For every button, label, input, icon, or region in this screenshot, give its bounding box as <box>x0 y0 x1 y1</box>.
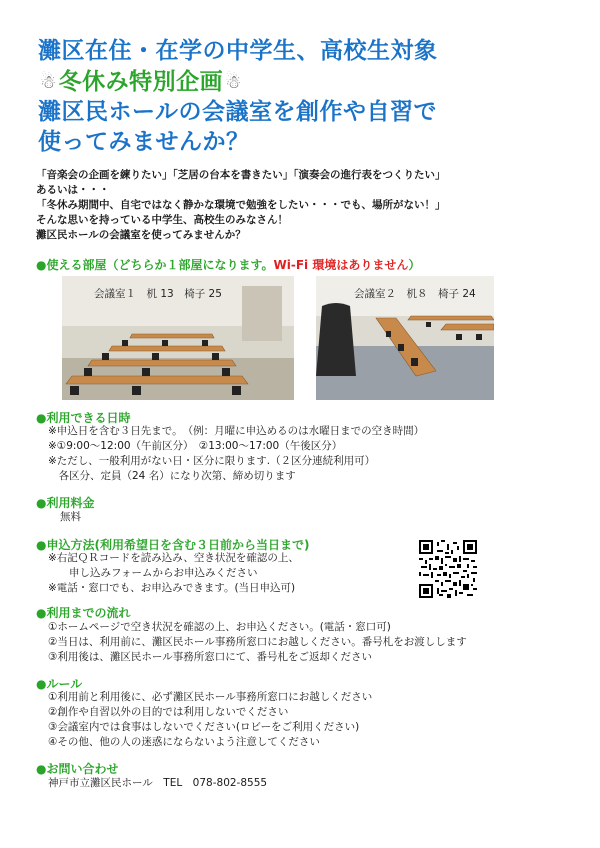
dates-body <box>48 424 424 484</box>
dates-line: ※申込日を含む３日先まで。 （例：月曜に申込めるのは水曜日までの空き時間） <box>48 425 425 437</box>
dates-line: 各区分、定員（24 名）になり次第、締め切ります <box>48 470 296 482</box>
rule-line: ②創作や自習以外の目的では利用しないでください <box>48 706 289 718</box>
rule-line: ③会議室内では食事はしないでください(ロビーをご利用ください) <box>48 721 360 733</box>
fee-heading: ●利用料金 <box>36 496 95 510</box>
flow-body <box>48 620 467 665</box>
title-line-2 <box>38 63 244 96</box>
room1-photo <box>62 276 294 400</box>
apply-body <box>48 551 299 596</box>
rules-heading: ●ルール <box>36 677 83 691</box>
rules-body <box>48 690 372 750</box>
flow-line: ①ホームページで空き状況を確認の上、お申込ください。(電話・窓口可) <box>48 621 391 633</box>
intro-line: 「音楽会の企画を練りたい」「芝居の台本を書きたい」「演奏会の進行表をつくりたい」 <box>36 169 446 181</box>
intro-line: 灘区民ホールの会議室を使ってみませんか？ <box>36 229 246 241</box>
room1-caption: 会議室１ 机 13 椅子 25 <box>94 288 222 300</box>
title-line-1: 灘区在住・在学の中学生、高校生対象 <box>38 38 438 64</box>
room2-caption: 会議室２ 机８ 椅子 24 <box>354 288 476 300</box>
rule-line: ①利用前と利用後に、必ず灘区民ホール事務所窓口にお越しください <box>48 691 373 703</box>
apply-line: ※電話・窓口でも、お申込みできます。(当日申込可) <box>48 582 296 594</box>
intro-line: そんな思いを持っている中学生、高校生のみなさん！ <box>36 214 288 226</box>
contact-heading: ●お問い合わせ <box>36 762 119 776</box>
title-line-2-text: 冬休み特別企画 <box>58 69 224 95</box>
snowman-icon: ☃ <box>225 72 242 93</box>
rooms-heading-end: ） <box>408 258 421 272</box>
rooms-heading <box>36 256 420 273</box>
apply-line: 申し込みフォームからお申込みください <box>48 567 258 579</box>
title-line-3: 灘区民ホールの会議室を創作や自習で <box>38 99 438 125</box>
fee-value: 無料 <box>60 511 81 523</box>
apply-line: ※右記ＱＲコードを読み込み、空き状況を確認の上、 <box>48 552 299 564</box>
intro-text <box>36 168 576 243</box>
qr-code[interactable] <box>419 540 477 598</box>
dates-line: ※ただし、一般利用がない日・区分に限ります.（２区分連続利用可） <box>48 455 376 467</box>
qr-code-icon <box>419 540 477 598</box>
intro-line: あるいは・・・ <box>36 184 110 196</box>
rooms-heading-text: ●使える部屋（どちらか１部屋になります。 <box>36 258 274 272</box>
apply-heading: ●申込方法(利用希望日を含む３日前から当日まで) <box>36 538 310 552</box>
rule-line: ④その他、他の人の迷惑にならないよう注意してください <box>48 736 320 748</box>
snowman-icon: ☃ <box>40 72 57 93</box>
dates-heading: ●利用できる日時 <box>36 411 131 425</box>
dates-line: ※①9:00～12:00（午前区分） ②13:00～17:00（午後区分） <box>48 440 343 452</box>
room2-photo <box>316 276 494 400</box>
contact-value: 神戸市立灘区民ホール TEL 078-802-8555 <box>48 777 268 789</box>
intro-line: 「冬休み期間中、自宅ではなく静かな環境で勉強をしたい・・・でも、場所がない！」 <box>36 199 446 211</box>
flow-line: ②当日は、利用前に、灘区民ホール事務所窓口にお越しください。番号札をお渡しします <box>48 636 467 648</box>
title-line-4: 使ってみませんか？ <box>38 129 250 155</box>
wifi-notice: Wi-Fi 環境はありません <box>273 258 409 272</box>
flow-heading: ●利用までの流れ <box>36 606 131 620</box>
flow-line: ③利用後は、灘区民ホール事務所窓口にて、番号札をご返却ください <box>48 651 372 663</box>
